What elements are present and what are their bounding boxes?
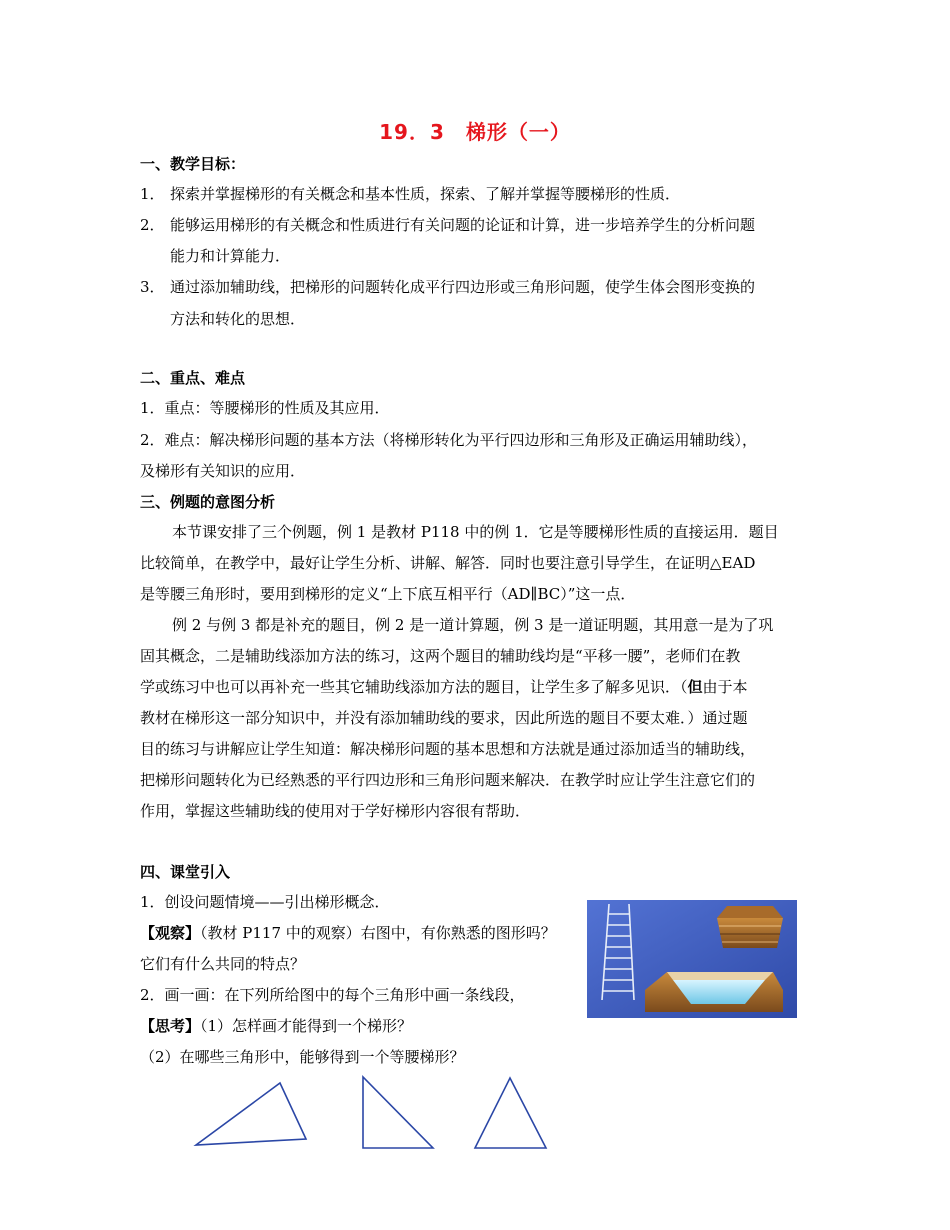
item-number: 2． [140, 216, 165, 234]
paragraph-1-line-1: 本节课安排了三个例题，例 1 是教材 P118 中的例 1．它是等腰梯形性质的直接运用．题目 [172, 523, 779, 541]
item-text: 通过添加辅助线，把梯形的问题转化成平行四边形或三角形问题，使学生体会图形变换的 [170, 278, 756, 296]
intro-line-3: 它们有什么共同的特点？ [140, 955, 306, 973]
objective-item-1 [140, 184, 680, 204]
triangles-figure [190, 1072, 560, 1152]
text-segment: 由于本 [702, 678, 748, 696]
paragraph-2-line-3 [140, 677, 748, 697]
item-number: 1． [140, 185, 165, 203]
trapezoid-block-icon [717, 906, 783, 948]
paragraph-2-line-1: 例 2 与例 3 都是补充的题目，例 2 是一道计算题，例 3 是一道证明题，其用意一是为了巩 [172, 616, 774, 634]
section-heading-intro: 四、课堂引入 [140, 863, 231, 881]
objective-item-2-cont: 能力和计算能力． [170, 247, 291, 265]
right-triangle [363, 1077, 433, 1148]
text-segment: （教材 P117 中的观察）右图中，有你熟悉的图形吗？ [200, 924, 556, 942]
paragraph-2-line-6: 把梯形问题转化为已经熟悉的平行四边形和三角形问题来解决．在教学时应让学生注意它们的 [140, 771, 756, 789]
text-segment: 学或练习中也可以再补充一些其它辅助线添加方法的题目，让学生多了解多见识．（ [140, 678, 688, 696]
item-text: 能够运用梯形的有关概念和性质进行有关问题的论证和计算，进一步培养学生的分析问题 [170, 216, 756, 234]
objective-item-3 [140, 277, 755, 297]
intro-line-6: （2）在哪些三角形中，能够得到一个等腰梯形？ [140, 1048, 465, 1066]
objective-item-2 [140, 215, 755, 235]
paragraph-2-line-4: 教材在梯形这一部分知识中，并没有添加辅助线的要求，因此所选的题目不要太难．）通过题 [140, 709, 748, 727]
bold-segment: 但 [687, 678, 703, 696]
paragraph-2-line-5: 目的练习与讲解应让学生知道：解决梯形问题的基本思想和方法就是通过添加适当的辅助线， [140, 740, 756, 758]
intro-line-2 [140, 923, 556, 943]
section-heading-keypoints: 二、重点、难点 [140, 369, 246, 387]
intro-line-4: 2．画一画：在下列所给图中的每个三角形中画一条线段， [140, 986, 525, 1004]
item-text: 探索并掌握梯形的有关概念和基本性质，探索、了解并掌握等腰梯形的性质． [170, 185, 681, 203]
paragraph-2-line-7: 作用，掌握这些辅助线的使用对于学好梯形内容很有帮助． [140, 802, 531, 820]
objective-item-3-cont: 方法和转化的思想． [170, 310, 306, 328]
obtuse-triangle [196, 1083, 306, 1145]
channel-icon [645, 972, 783, 1012]
paragraph-2-line-2: 固其概念，二是辅助线添加方法的练习，这两个题目的辅助线均是“平移一腰”，老师们在教 [140, 647, 741, 665]
keypoint-item-1: 1．重点：等腰梯形的性质及其应用． [140, 399, 390, 417]
item-number: 3． [140, 278, 165, 296]
intro-line-1: 1．创设问题情境——引出梯形概念． [140, 893, 390, 911]
intro-line-5 [140, 1016, 412, 1036]
section-heading-objectives: 一、教学目标： [140, 155, 246, 173]
keypoint-item-2: 2．难点：解决梯形问题的基本方法（将梯形转化为平行四边形和三角形及正确运用辅助线）， [140, 431, 758, 449]
paragraph-1-line-3: 是等腰三角形时，要用到梯形的定义“上下底互相平行（AD∥BC）”这一点． [140, 585, 636, 603]
section-heading-examples: 三、例题的意图分析 [140, 493, 276, 511]
think-tag: 【思考】 [140, 1017, 201, 1035]
text-segment: （1）怎样画才能得到一个梯形？ [200, 1017, 413, 1035]
keypoint-item-2-cont: 及梯形有关知识的应用． [140, 462, 306, 480]
paragraph-1-line-2: 比较简单，在教学中，最好让学生分析、讲解、解答．同时也要注意引导学生，在证明△EAD [140, 554, 756, 572]
isosceles-triangle [475, 1078, 546, 1148]
observe-tag: 【观察】 [140, 924, 201, 942]
trapezoid-examples-image [587, 900, 797, 1018]
page-title: 19．3 梯形（一） [379, 120, 571, 144]
